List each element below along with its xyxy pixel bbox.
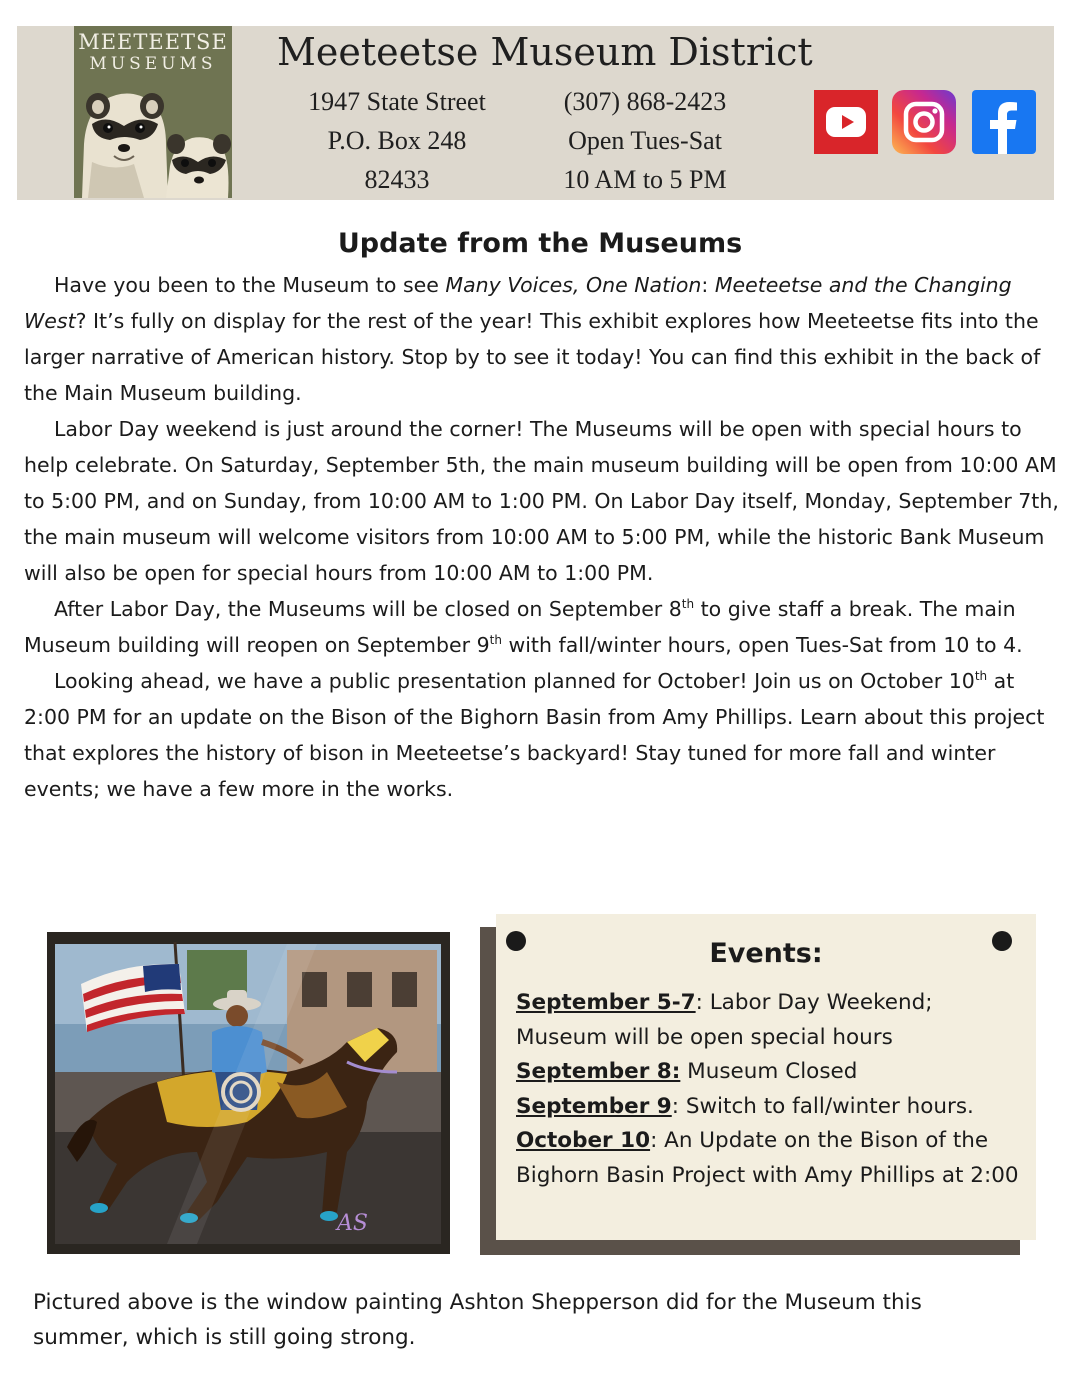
facebook-icon[interactable] (972, 90, 1036, 154)
district-title: Meeteetse Museum District (277, 30, 813, 74)
events-list (516, 986, 1026, 1193)
event-item (516, 1090, 1026, 1125)
ferret-left (82, 93, 168, 198)
address-po-box: P.O. Box 248 (327, 126, 467, 155)
header-band (17, 26, 1054, 200)
ferret-right (166, 134, 231, 198)
event-description: : Labor Day Weekend; Museum will be open special hours (516, 990, 933, 1050)
museum-logo (74, 26, 232, 198)
article-paragraph-3 (24, 591, 1060, 663)
p4-sup: th (974, 669, 988, 684)
article-paragraph-1 (24, 267, 1060, 411)
address-zip: 82433 (364, 165, 430, 194)
p3-sup-1: th (681, 597, 695, 612)
event-description: : An Update on the Bison of the Bighorn Basin Project with Amy Phillips at 2:00 (516, 1128, 1019, 1188)
article-paragraph-2: Labor Day weekend is just around the corner! The Museums will be open with special hours to help celebrate. On Saturday, September 5th, the main museum building will be open from 10:00 AM to 5:00 PM, and on Sunday, from 10:00 AM to 1:00 PM. On Labor Day itself, Monday, September 7th, the main museum will welcome visitors from 10:00 AM to 5:00 PM, while the historic Bank Museum will also be open for special hours from 10:00 AM to 1:00 PM. (24, 417, 1059, 585)
youtube-icon[interactable] (814, 90, 878, 154)
artist-signature: AS (337, 1211, 368, 1236)
logo-text (74, 32, 232, 73)
logo-line2: MUSEUMS (89, 54, 217, 74)
window-painting-photo (47, 932, 450, 1254)
article-paragraph-4 (24, 663, 1060, 807)
contact-hours-block (545, 82, 745, 199)
open-days: Open Tues-Sat (568, 126, 722, 155)
p3-text-a: After Labor Day, the Museums will be closed on September 8 (54, 597, 682, 621)
article-title: Update from the Museums (337, 228, 743, 259)
article-body (24, 267, 1060, 807)
event-item (516, 986, 1026, 1055)
logo-line1: MEETEETSE (78, 30, 228, 54)
event-item (516, 1055, 1026, 1090)
p3-sup-2: th (489, 633, 502, 648)
event-date: September 8: (516, 1059, 681, 1084)
events-card (496, 914, 1036, 1240)
p1-text-a: Have you been to the Museum to see (54, 273, 446, 297)
address-street: 1947 State Street (308, 87, 486, 116)
open-hours: 10 AM to 5 PM (563, 165, 727, 194)
event-item (516, 1124, 1026, 1193)
event-date: October 10 (516, 1128, 651, 1153)
phone-number: (307) 868-2423 (563, 87, 727, 116)
ferret-illustration (74, 74, 232, 198)
p3-text-b: to give staff a break. The main Museum building will reopen on September 9 (24, 597, 1016, 657)
p4-text-a: Looking ahead, we have a public presentation planned for October! Join us on October 10 (54, 669, 975, 693)
event-date: September 9 (516, 1093, 672, 1119)
p1-text-c: ? It’s fully on display for the rest of the year! This exhibit explores how Meeteetse fits into the larger narrative of American history. Stop by to see it today! You can find this exhibit in the back of the Main Museum building. (24, 309, 1041, 405)
exhibit-title-part1: Many Voices, One Nation (445, 273, 702, 297)
address-block (287, 82, 507, 199)
event-date: September 5-7 (516, 990, 696, 1015)
p1-text-b: : (701, 273, 715, 297)
event-description: Museum Closed (680, 1059, 858, 1084)
events-heading: Events: (709, 938, 823, 969)
exhibit-title-part2: Meeteetse and the Changing West (24, 273, 1012, 333)
p3-text-c: with fall/winter hours, open Tues-Sat from 10 to 4. (501, 633, 1023, 657)
event-description: : Switch to fall/winter hours. (671, 1093, 974, 1119)
photo-caption: Pictured above is the window painting Ashton Shepperson did for the Museum this summer, which is still going strong. (33, 1290, 922, 1350)
instagram-icon[interactable] (892, 90, 956, 154)
p4-text-b: at 2:00 PM for an update on the Bison of the Bighorn Basin from Amy Phillips. Learn about this project that explores the history of bison in Meeteetse’s backyard! Stay tuned for more fall and winter events; we have a few more in the works. (24, 669, 1045, 801)
window-painting-illustration (47, 932, 450, 1254)
